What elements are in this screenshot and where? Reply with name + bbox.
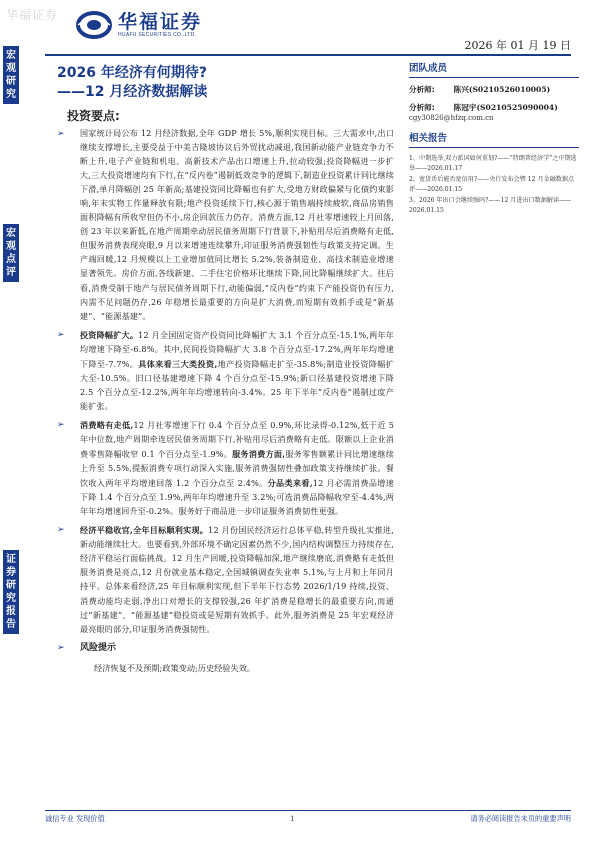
paragraph-body: 服务零售额累计同比增速继续上升至 5.5%,提振消费专项行动深入实施,服务消费强韧性叠加政策支持继续扩张。餐饮收入两年平均增速回落 1.2 个百分点至 2.4%。 [80, 450, 394, 489]
paragraph-lead-bold: 分品类来看, [267, 478, 313, 489]
brand-name-en: HUAFU SECURITIES CO.,LTD. [118, 32, 197, 38]
team-heading: 团队成员 [409, 60, 579, 78]
risk-text: 经济恢复不及预期;政策变动;历史经验失效。 [94, 662, 256, 673]
paragraph-investment [57, 328, 394, 414]
analyst-label: 分析师: [409, 85, 435, 94]
analyst-label: 分析师: [409, 103, 435, 112]
paragraph-body: 国家统计局公布 12 月经济数据,全年 GDP 增长 5%,顺利实现目标。三大需求中,出口继续支撑增长,主要受益于中美吉隆坡协议后外贸扰动减退,我国新动能产业链竞争力不断上升,电子产业链和机电、高新技术产品出口增速上升,拉动较强;投资降幅进一步扩大,三大投资增速均有下行,在“反内卷”遏制低效竞争的逻辑下,制造业投资累计同比继续下滑,单月降幅创 25 年新高;基建投资同比降幅也有扩大,受地方财政偏紧与化债约束影响,年末实物工作量释放有限;地产投资延续下行,核心源于销售端持续疲软,商品房销售面积降幅有所收窄但仍不小,房企回款压力仍存。消费方面,12 月社零增速较上月回落,创 23 年以来新低,在地产周期牵动居民债务周期下行背景下,补贴用尽后消费略有走低,但服务消费表现亮眼,9 月以来增速连续攀升,印证服务消费强韧性与政策支持定调。生产端回暖,12 月规模以上工业增加值同比增长 5.2%,装备制造业、高技术制造业增速显著领先。房价方面,各线新建、二手住宅价格环比继续下降,同比降幅继续扩大。往后看,消费受制于地产与居民债务周期下行,动能偏弱,“反内卷”约束下产能投资仍有压力,内需不足问题仍存,26 年稳增长最重要的方向是扩大消费,而短期有效抓手或是“新基建”、“能源基建”。 [80, 129, 394, 321]
related-reports-heading: 相关报告 [409, 130, 579, 148]
paragraph-text [80, 129, 394, 321]
right-column [409, 60, 579, 217]
paragraph-body: 地产投资降幅走扩至-35.8%;制造业投资降幅扩大至-10.5%。旧口径基建增速下降 4 个百分点至-15.9%;新口径基建投资增速下降 2.5 个百分点至-12.2%,两年年均增速转向-3.4%。25 年下半年“反内卷”遏制过度产能扩张。 [80, 359, 394, 411]
main-column [57, 127, 394, 675]
header-divider [45, 54, 571, 56]
bullet-arrow-icon: ➢ [57, 525, 65, 536]
side-bar [0, 38, 22, 841]
related-report-link[interactable]: 2、宽货币后能否宽信用?——央行发布会暨 12 月金融数据点评——2026.01.15 [409, 176, 575, 193]
brand-name: 华福证券 [118, 11, 203, 33]
footer-slogan: 诚信专业 发现价值 [45, 814, 105, 823]
paragraph-summary [57, 523, 394, 636]
page-number: 1 [290, 814, 295, 823]
paragraph-lead-bold: 服务消费方面, [232, 449, 286, 460]
watermark: 华福证券 [6, 8, 59, 22]
bullet-arrow-icon: ➢ [57, 419, 65, 430]
related-report-link[interactable]: 1、中期选举,双力派国如何重划?——“特朗普经济学”之中期选举——2026.01.17 [409, 155, 577, 172]
side-label-macro-research: 宏观研究 [3, 46, 19, 104]
footer-disclaimer: 请务必阅读报告末页的重要声明 [470, 814, 571, 823]
analyst-name: 陈兴(S0210526010005) [453, 85, 551, 94]
paragraph-body: 12 月全国固定资产投资同比降幅扩大 3.1 个百分点至-15.1%,两年年均增速下降至-6.8%。其中,民间投资降幅扩大 3.8 个百分点至-17.2%,两年年均增速下降至-7.7%。 [80, 330, 395, 369]
paragraph-lead-bold: 具体来看三大类投资, [138, 358, 218, 369]
brand-logo [76, 10, 202, 40]
bullet-arrow-icon: ➢ [57, 642, 65, 653]
paragraph-body: 12 月份国民经济运行总体平稳,转型升级扎实推进,新动能继续壮大。也要看到,外部环境不确定因素仍然不少,国内结构调整压力持续存在,经济平稳运行面临挑战。12 月生产回暖,投资降幅加深,地产继续磨底,消费略有走低但服务消费是亮点,12 月份就业基本稳定,全国城镇调查失业率 5.1%,与上月和上年同月持平。总体来看经济,25 年目标顺利实现,但下半年下行态势 2026/1/19 持续,投资、消费动能均走弱,净出口对增长的支撑较强,26 年扩消费是稳增长的最重要方向,而通过“新基建”、“能源基建”稳投资或是短期有效抓手。此外,服务消费是 25 年宏观经济最亮眼的部分,印证服务消费强韧性。 [80, 526, 394, 634]
analyst-row [409, 84, 579, 96]
key-points-heading: 投资要点: [67, 109, 120, 123]
paragraph-lead-bold: 消费略有走低, [80, 419, 134, 430]
related-reports-list [409, 154, 579, 215]
report-date: 2026 年 01 月 19 日 [464, 39, 571, 52]
bullet-arrow-icon: ➢ [57, 329, 65, 340]
side-label-macro-comment: 宏观点评 [3, 224, 19, 282]
risk-heading-text: 风险提示 [80, 642, 117, 653]
paragraph-consumption [57, 418, 394, 519]
huafu-logo-icon [76, 10, 112, 40]
analyst-row [409, 102, 579, 114]
bullet-arrow-icon: ➢ [57, 129, 65, 139]
analyst-email[interactable]: cgy30826@hfzq.com.cn [409, 114, 494, 122]
paragraph-text [80, 526, 394, 633]
paragraph-lead-bold: 经济平稳收官,全年目标顺利实现。 [80, 525, 209, 536]
paragraph-overview [57, 127, 394, 324]
paragraph-text [80, 331, 394, 411]
analyst-name: 陈冠宇(S0210525090004) [453, 103, 558, 112]
risk-heading [57, 641, 394, 655]
page-subtitle: ——12 月经济数据解读 [57, 84, 208, 100]
paragraph-lead-bold: 投资降幅扩大。 [80, 329, 139, 340]
paragraph-body: 12 月社零增速下行 0.4 个百分点至 0.9%,环比录得-0.12%,低于近 5 年中位数,地产周期牵连居民债务周期下行,补贴用尽后消费略有走低。限额以上企业消费零售降幅收窄 0.1 个百分点至-1.9%。 [80, 420, 395, 460]
side-label-report-type: 证券研究报告 [3, 550, 19, 634]
page-title: 2026 年经济有何期待? [57, 65, 207, 81]
paragraph-text [80, 421, 394, 516]
paragraph-body: 12 月必需消费品增速下降 1.4 个百分点至 1.9%,两年年均增速升至 3.2%;可选消费品降幅收窄至-4.4%,两年年均增速回升至-0.2%。服务好于商品进一步印证服务消费韧性更强。 [80, 479, 394, 517]
related-report-link[interactable]: 3、2026 年出口会继续强吗?——12 月进出口数据解读——2026.01.15 [409, 197, 572, 214]
footer-divider [45, 810, 571, 811]
